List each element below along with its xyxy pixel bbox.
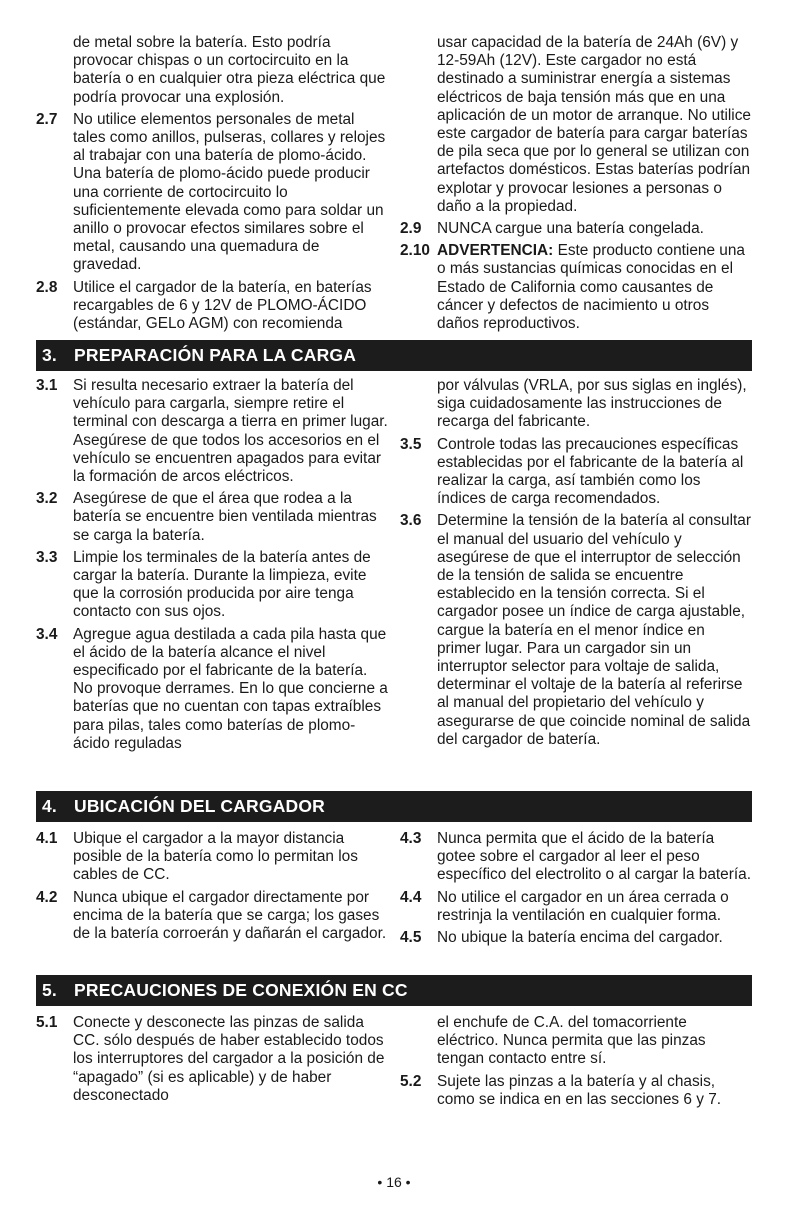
item-text: No ubique la batería encima del cargador. — [437, 929, 723, 947]
item-text: Utilice el cargador de la batería, en baterías recargables de 6 y 12V de PLOMO-ÁCIDO (estándar, GELo AGM) con recomienda — [73, 278, 372, 333]
section-5-columns — [36, 1014, 752, 1113]
list-item-3-4 — [36, 626, 388, 753]
item-text: No utilice el cargador en un área cerrada o restrinja la ventilación en cualquier forma. — [437, 888, 729, 924]
item-number: 4.1 — [36, 830, 58, 847]
item-text: Ubique el cargador a la mayor distancia posible de la batería como lo permitan los cables de CC. — [73, 830, 358, 884]
section-header-3 — [36, 340, 752, 371]
list-item-2-7 — [36, 111, 388, 275]
warning-label: ADVERTENCIA: — [437, 242, 554, 260]
section-number: 3. — [42, 345, 57, 365]
item-text: Nunca ubique el cargador directamente por encima de la batería que se carga; los gases de la batería corroerán y dañarán el cargador. — [73, 888, 387, 943]
item-text: No utilice elementos personales de metal tales como anillos, pulseras, collares y relojes al trabajar con una batería de plomo-ácido. Una batería de plomo-ácido puede producir una corriente de cortocircuito lo suficientemente elevada como para soldar un anillo o provocar efectos similares sobre el metal, causando una quemadura de gravedad. — [73, 110, 386, 274]
item-text: Conecte y desconecte las pinzas de salida CC. sólo después de haber establecido todos los interruptores del cargador a la posición de “apagado” (si es aplicable) y de haber desconectado — [73, 1014, 385, 1104]
item-number: 3.2 — [36, 490, 58, 508]
section-title: PREPARACIÓN PARA LA CARGA — [74, 345, 357, 365]
item-text: Si resulta necesario extraer la batería del vehículo para cargarla, siempre retire el terminal con descarga a tierra en primer lugar. Asegúrese de que todos los accesorios en el vehículo se encuentren apagados para evitar la formación de arcos eléctricos. — [73, 377, 388, 486]
list-item-3-2 — [36, 490, 388, 545]
item-number: 2.8 — [36, 278, 58, 296]
item-text: Sujete las pinzas a la batería y al chasis, como se indica en en las secciones 6 y 7. — [437, 1072, 722, 1108]
list-item-2-8 — [36, 279, 388, 334]
top-right-column — [400, 34, 752, 337]
item-text: Asegúrese de que el área que rodea a la batería se encuentre bien ventilada mientras se carga la batería. — [73, 490, 377, 544]
list-item-4-2 — [36, 889, 388, 944]
section-5-left-column — [36, 1014, 388, 1113]
item-text: Agregue agua destilada a cada pila hasta que el ácido de la batería alcance el nivel especificado por el fabricante de la batería. No provoque derrames. En lo que concierne a baterías que no cuentan con tapas extraíbles para pilas, tales como baterías de plomo-ácido reguladas — [73, 625, 388, 752]
item-text: Determine la tensión de la batería al consultar el manual del usuario del vehículo y asegúrese de que el interruptor de selección de la tensión de salida se encuentre establecido en la tensión correcta. Si el cargador posee un índice de carga ajustable, cargue la batería en el menor índice en primer lugar. Para un cargador sin un interruptor selector para voltaje de salida, determinar el voltaje de la batería al referirse al manual del propietario del vehículo y asegurarse de que coincide nominal de salida del cargador de batería. — [437, 512, 751, 748]
item-number: 2.7 — [36, 110, 58, 128]
list-item-4-5 — [400, 929, 752, 947]
section-3-right-column — [400, 377, 752, 757]
list-item-3-5 — [400, 436, 752, 509]
item-number: 4.5 — [400, 929, 422, 947]
section-number: 4. — [42, 796, 57, 816]
section-title: PRECAUCIONES DE CONEXIÓN EN CC — [74, 980, 408, 1000]
item-text: Limpie los terminales de la batería antes de cargar la batería. Durante la limpieza, evite que la corrosión producida por aire tenga contacto con sus ojos. — [73, 548, 371, 621]
list-item-2-10 — [400, 242, 752, 333]
continued-paragraph: por válvulas (VRLA, por sus siglas en inglés), siga cuidadosamente las instrucciones de recarga del fabricante. — [437, 377, 747, 431]
warning-text: Este producto contiene una o más sustancias químicas conocidas en el Estado de California como causantes de cáncer y defectos de nacimiento u otros daños reproductivos. — [437, 242, 745, 333]
item-number: 3.5 — [400, 435, 422, 453]
top-left-column — [36, 34, 388, 337]
list-item-4-1 — [36, 830, 388, 885]
item-number: 3.3 — [36, 548, 58, 566]
section-3-columns — [36, 377, 752, 757]
list-item-3-3 — [36, 549, 388, 622]
section-5-right-column — [400, 1014, 752, 1113]
item-number: 4.4 — [400, 888, 422, 906]
item-number: 2.9 — [400, 220, 422, 238]
section-4-right-column — [400, 830, 752, 951]
item-number: 2.10 — [400, 242, 430, 260]
item-number: 5.2 — [400, 1072, 422, 1090]
item-number: 4.2 — [36, 888, 58, 906]
item-number: 5.1 — [36, 1014, 58, 1031]
item-text: Controle todas las precauciones específicas establecidas por el fabricante de la batería al realizar la carga, así también como los índices de carga recomendados. — [437, 435, 744, 508]
list-item-4-3 — [400, 830, 752, 885]
section-title: UBICACIÓN DEL CARGADOR — [74, 796, 326, 816]
list-item-3-1 — [36, 377, 388, 486]
section-number: 5. — [42, 980, 57, 1000]
section-header-4 — [36, 791, 752, 822]
continued-paragraph: el enchufe de C.A. del tomacorriente eléctrico. Nunca permita que las pinzas tengan contacto entre sí. — [437, 1014, 706, 1068]
item-text: Nunca permita que el ácido de la batería gotee sobre el cargador al leer el peso específico del electrolito o al cargar la batería. — [437, 830, 751, 884]
list-item-5-1 — [36, 1014, 388, 1105]
section-header-5 — [36, 975, 752, 1006]
list-item-3-6 — [400, 512, 752, 749]
item-number: 3.1 — [36, 377, 58, 394]
section-3-left-column — [36, 377, 388, 757]
item-text: NUNCA cargue una batería congelada. — [437, 220, 704, 238]
item-number: 3.6 — [400, 512, 422, 530]
page-number: • 16 • — [377, 1174, 411, 1190]
item-text — [437, 242, 752, 333]
item-number: 3.4 — [36, 625, 58, 643]
list-item-5-2 — [400, 1073, 752, 1109]
section-4-left-column — [36, 830, 388, 951]
item-number: 4.3 — [400, 830, 422, 847]
list-item-2-9 — [400, 220, 752, 238]
section-4-columns — [36, 830, 752, 951]
list-item-4-4 — [400, 889, 752, 925]
top-columns — [36, 34, 752, 337]
continued-paragraph: usar capacidad de la batería de 24Ah (6V) y 12-59Ah (12V). Este cargador no está destinado a suministrar energía a sistemas eléctricos de baja tensión más que en una aplicación de un motor de arranque. No utilice este cargador de batería para cargar baterías de pila seca que por lo general se utilizan con artefactos domésticos. Estas baterías podrían explotar y provocar lesiones a personas o daño a la propiedad. — [437, 34, 751, 215]
continued-paragraph: de metal sobre la batería. Esto podría provocar chispas o un cortocircuito en la batería o en cualquier otra pieza eléctrica que podría provocar una explosión. — [73, 34, 386, 106]
